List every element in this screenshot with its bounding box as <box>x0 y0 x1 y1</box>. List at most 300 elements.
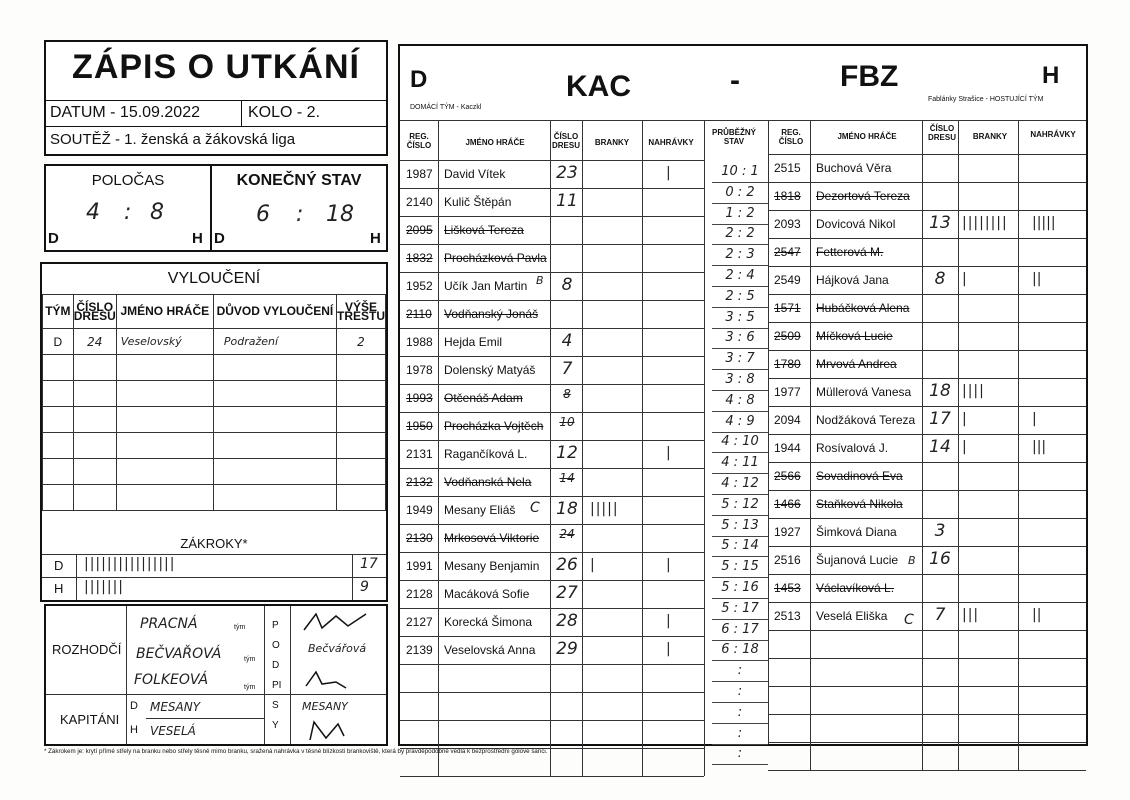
grid-line <box>768 490 1086 491</box>
away-col-name: JMÉNO HRÁČE <box>837 132 897 141</box>
home-player-reg: 1978 <box>406 363 433 377</box>
home-player-name: Mrkosová Viktorie <box>444 531 540 545</box>
score-entry: : <box>737 704 743 720</box>
away-player-name: Staňková Nikola <box>816 497 903 511</box>
home-player-number: 7 <box>561 359 573 379</box>
home-player-reg: 1950 <box>406 419 433 433</box>
score-entry: 2 : 3 <box>725 247 755 263</box>
score-entry: 6 : 18 <box>721 642 759 658</box>
home-player-name: Vodňanský Jonáš <box>444 307 539 321</box>
captains-label: KAPITÁNI <box>60 712 120 727</box>
grid-line <box>810 120 811 770</box>
away-player-name: Dezortová Tereza <box>816 189 910 203</box>
grid-line <box>712 224 768 225</box>
away-player-name: Šimková Diana <box>816 525 897 539</box>
grid-line <box>712 473 768 474</box>
grid-line <box>400 468 704 469</box>
score-entry: 3 : 6 <box>725 330 755 346</box>
referees-label: ROZHODČÍ <box>52 642 122 657</box>
grid-line <box>400 412 704 413</box>
home-player-name: Dolenský Matyáš <box>444 363 536 377</box>
grid-line <box>712 660 768 661</box>
away-player-reg: 2509 <box>774 329 801 343</box>
away-player-name: Veselá Eliška <box>816 609 888 623</box>
away-player-name: Václavíková L. <box>816 581 895 595</box>
round-label: KOLO - 2. <box>248 104 321 121</box>
grid-line <box>704 120 705 776</box>
grid-line <box>768 322 1086 323</box>
signature-scribble-3 <box>296 718 386 744</box>
grid-line <box>712 265 768 266</box>
signature-scribble <box>296 608 386 638</box>
away-player-reg: 1780 <box>774 357 801 371</box>
grid-line <box>550 120 551 776</box>
away-player-assists: ||| <box>1032 439 1047 455</box>
grid-line <box>400 580 704 581</box>
grid-line <box>712 203 768 204</box>
home-player-number: 4 <box>561 331 573 351</box>
halftime-home: 4 <box>86 200 100 225</box>
grid-line <box>768 574 1086 575</box>
score-entry: 0 : 2 <box>725 184 755 200</box>
exclusion-player: Veselovský <box>116 329 213 355</box>
grid-line <box>768 546 1086 547</box>
away-player-assists: ||||| <box>1032 215 1056 231</box>
grid-line <box>712 307 768 308</box>
final-d: D <box>214 230 225 247</box>
halftime-h: H <box>192 230 203 247</box>
home-player-reg: 2110 <box>406 307 432 321</box>
grid-line <box>400 216 704 217</box>
grid-line <box>400 692 704 693</box>
grid-line <box>712 702 768 703</box>
away-col-goals: BRANKY <box>972 132 1008 141</box>
score-entry: 2 : 4 <box>725 268 755 283</box>
home-player-number: 18 <box>556 499 578 519</box>
away-player-number: 14 <box>929 437 951 457</box>
halftime-label: POLOČAS <box>91 172 165 189</box>
away-player-goals: | <box>962 439 968 455</box>
grid-line <box>768 462 1086 463</box>
home-team-name: KAC <box>566 70 631 103</box>
home-player-reg: 1993 <box>406 391 433 405</box>
exclusions-header-row <box>43 295 386 329</box>
home-player-number: 8 <box>561 275 573 295</box>
score-entry: 3 : 5 <box>725 309 755 325</box>
home-c-mark: C <box>530 500 540 516</box>
col-reason: DŮVOD VYLOUČENÍ <box>213 295 336 329</box>
away-player-assists: || <box>1032 271 1042 287</box>
score-entry: 5 : 12 <box>721 496 759 512</box>
tym-label-2: tým <box>244 656 256 663</box>
away-player-reg: 2093 <box>774 217 801 231</box>
home-player-goals: ||||| <box>590 501 619 517</box>
away-team-name: FBZ <box>840 60 899 93</box>
away-player-reg: 1818 <box>774 189 801 203</box>
halftime-away: 8 <box>150 200 164 225</box>
grid-line <box>712 452 768 453</box>
home-player-number: 12 <box>556 443 578 463</box>
away-player-name: Hubáčková Alena <box>816 301 910 315</box>
footnote: * Zákrokem je: krytí přímé střely na branku nebo střely těsně mimo branku, sražená nahrávka v těsné blízkosti brankoviště, která by pravděpodobně vedla k bezprostřední gólové šanci. <box>44 748 548 755</box>
exclusion-minutes: 2 <box>336 329 385 355</box>
home-player-assists: | <box>666 613 671 629</box>
col-team: TÝM <box>43 295 74 329</box>
home-player-number: 14 <box>559 471 575 485</box>
home-col-reg: REG. ČÍSLO <box>406 132 432 150</box>
score-entry: 1 : 2 <box>725 205 755 221</box>
away-player-goals: |||||||| <box>962 215 1008 231</box>
exclusions-title: VYLOUČENÍ <box>167 270 261 287</box>
home-player-number: 23 <box>556 163 578 183</box>
home-player-name: Macáková Sofie <box>444 587 530 601</box>
home-player-reg: 2095 <box>406 223 433 237</box>
grid-line <box>768 294 1086 295</box>
away-player-name: Rosívalová J. <box>816 441 889 455</box>
grid-line <box>712 286 768 287</box>
home-player-assists: | <box>666 557 671 573</box>
grid-line <box>768 238 1086 239</box>
captain-d-signature: MESANY <box>302 700 348 713</box>
away-player-goals: ||| <box>962 607 980 623</box>
grid-line <box>1018 120 1019 770</box>
home-player-reg: 1952 <box>406 279 433 293</box>
signature-scribble-2 <box>296 668 386 694</box>
away-player-name: Hájková Jana <box>816 273 889 287</box>
away-player-assists: || <box>1032 607 1042 623</box>
grid-line <box>712 764 768 765</box>
grid-line <box>712 723 768 724</box>
home-player-reg: 1991 <box>406 559 433 573</box>
grid-line <box>712 619 768 620</box>
home-player-reg: 2128 <box>406 587 433 601</box>
away-player-assists: | <box>1032 411 1037 427</box>
score-entry: : <box>737 746 743 762</box>
grid-line <box>712 536 768 537</box>
away-player-reg: 2549 <box>774 273 801 287</box>
grid-line <box>712 515 768 516</box>
home-col-name: JMÉNO HRÁČE <box>465 138 525 147</box>
home-player-number: 29 <box>556 639 578 659</box>
grid-line <box>768 518 1086 519</box>
away-player-number: 18 <box>929 381 951 401</box>
match-sheet <box>398 44 1088 762</box>
score-entry: 5 : 14 <box>721 538 759 554</box>
captain-d-label: D <box>130 700 138 712</box>
grid-line <box>400 328 704 329</box>
away-player-reg: 2513 <box>774 609 801 623</box>
away-player-reg: 2515 <box>774 161 801 175</box>
referee-3: FOLKEOVÁ <box>134 672 209 688</box>
podpisy-label: PODPISY <box>272 620 282 731</box>
home-player-assists: | <box>666 641 671 657</box>
score-entry: 4 : 8 <box>725 392 755 408</box>
away-col-reg: REG. ČÍSLO <box>778 128 804 146</box>
score-entry: 5 : 13 <box>721 517 759 533</box>
grid-line <box>400 720 704 721</box>
grid-line <box>712 244 768 245</box>
score-entry: : <box>737 663 743 679</box>
away-player-reg: 2516 <box>774 553 801 567</box>
score-entry: 2 : 2 <box>725 226 755 242</box>
captain-h-label: H <box>130 724 138 736</box>
grid-line <box>400 272 704 273</box>
away-player-reg: 1977 <box>774 385 801 399</box>
score-entry: 4 : 10 <box>721 434 759 450</box>
home-player-name: Korecká Šimona <box>444 615 533 629</box>
score-entry: 6 : 17 <box>721 621 759 637</box>
saves-away-total: 9 <box>360 579 369 595</box>
grid-line <box>712 390 768 391</box>
away-player-goals: | <box>962 411 968 427</box>
grid-line <box>712 598 768 599</box>
grid-line <box>768 630 1086 631</box>
grid-line <box>768 686 1086 687</box>
exclusion-reason: Podražení <box>213 329 336 355</box>
col-minutes: VÝŠE TRESTU <box>336 295 385 329</box>
home-player-name: David Vítek <box>444 167 506 181</box>
grid-line <box>768 350 1086 351</box>
grid-line <box>712 411 768 412</box>
grid-line <box>768 602 1086 603</box>
away-player-number: 17 <box>929 409 951 429</box>
grid-line <box>400 524 704 525</box>
home-player-name: Lišková Tereza <box>444 223 524 237</box>
score-entry: 5 : 16 <box>721 580 759 595</box>
team-dash: - <box>730 64 740 97</box>
score-entry: 2 : 5 <box>725 288 755 304</box>
home-player-name: Procházková Pavla <box>444 251 547 265</box>
final-h: H <box>370 230 381 247</box>
away-letter: H <box>1042 62 1060 89</box>
exclusion-row <box>43 329 386 355</box>
home-player-name: Vodňanská Nela <box>444 475 532 489</box>
home-player-reg: 2130 <box>406 531 433 545</box>
away-player-reg: 2566 <box>774 469 801 483</box>
home-player-number: 10 <box>559 415 575 429</box>
away-player-name: Buchová Věra <box>816 161 892 175</box>
away-player-reg: 1453 <box>774 581 801 595</box>
home-player-reg: 2139 <box>406 643 433 657</box>
grid-line <box>768 714 1086 715</box>
grid-line <box>768 120 769 744</box>
referee-1: PRACNÁ <box>140 616 198 632</box>
home-col-assists: NAHRÁVKY <box>648 138 694 147</box>
score-entry: 3 : 7 <box>725 351 755 367</box>
match-date: DATUM - 15.09.2022 <box>50 104 200 121</box>
away-player-name: Sovadinová Eva <box>816 469 903 483</box>
score-entry: 5 : 17 <box>721 600 759 616</box>
away-player-number: 13 <box>929 213 951 233</box>
saves-h: H <box>54 581 64 596</box>
away-player-reg: 1944 <box>774 441 801 455</box>
away-player-reg: 2547 <box>774 245 801 259</box>
grid-line <box>712 556 768 557</box>
home-player-reg: 1988 <box>406 335 433 349</box>
captain-h-name: VESELÁ <box>150 724 196 738</box>
away-note: Fablánky Strašice - HOSTUJÍCÍ TÝM <box>928 96 1044 103</box>
home-player-number: 11 <box>556 191 578 211</box>
exclusion-team: D <box>43 329 74 355</box>
final-label: KONEČNÝ STAV <box>236 172 362 189</box>
home-note: DOMÁCÍ TÝM - Kaczkl <box>410 104 482 111</box>
away-player-name: Fetterová M. <box>816 245 884 259</box>
score-entry: 4 : 9 <box>725 413 755 429</box>
grid-line <box>438 120 439 776</box>
home-letter: D <box>410 66 428 93</box>
grid-line <box>400 776 704 777</box>
grid-line <box>712 182 768 183</box>
grid-line <box>768 266 1086 267</box>
away-player-name: Nodžáková Tereza <box>816 413 916 427</box>
grid-line <box>400 664 704 665</box>
away-player-goals: | <box>962 271 968 287</box>
grid-line <box>400 160 704 161</box>
home-player-name: Učík Jan Martin <box>444 279 528 293</box>
away-b-mark: B <box>908 554 916 567</box>
score-box: POLOČAS 4 : 8 D H KONEČNÝ STAV 6 : 18 D H <box>44 164 388 252</box>
col-player: JMÉNO HRÁČE <box>116 295 213 329</box>
away-player-number: 7 <box>934 605 946 625</box>
competition-label: SOUTĚŽ - 1. ženská a žákovská liga <box>50 131 296 148</box>
title-box <box>44 40 388 156</box>
home-player-name: Hejda Emil <box>444 335 503 349</box>
grid-line <box>712 494 768 495</box>
grid-line <box>400 356 704 357</box>
home-col-num: ČÍSLO DRESU <box>551 132 580 150</box>
grid-line <box>768 210 1086 211</box>
referee-2: BEČVAŘOVÁ <box>136 646 222 662</box>
grid-line <box>400 748 704 749</box>
home-player-assists: | <box>666 165 671 181</box>
grid-line <box>768 434 1086 435</box>
score-entry: : <box>737 725 743 741</box>
score-entry: 3 : 8 <box>725 372 755 387</box>
home-player-number: 28 <box>556 611 578 631</box>
grid-line <box>712 744 768 745</box>
final-away: 18 <box>326 202 354 227</box>
grid-line <box>712 640 768 641</box>
home-player-number: 27 <box>556 583 578 603</box>
away-c-mark: C <box>904 612 914 628</box>
exclusion-number: 24 <box>73 329 116 355</box>
home-player-number: 26 <box>556 555 578 575</box>
grid-line <box>582 120 583 776</box>
home-player-reg: 1949 <box>406 503 433 517</box>
away-player-number: 8 <box>934 269 946 289</box>
home-player-reg: 2132 <box>406 475 433 489</box>
grid-line <box>712 681 768 682</box>
away-col-num: ČÍSLO DRESU <box>927 124 956 142</box>
home-player-goals: | <box>590 557 596 573</box>
home-player-name: Ragančíková L. <box>444 447 528 461</box>
home-col-goals: BRANKY <box>594 138 630 147</box>
grid-line <box>400 300 704 301</box>
grid-line <box>400 608 704 609</box>
home-player-reg: 2131 <box>406 447 433 461</box>
saves-home-total: 17 <box>360 556 378 572</box>
grid-line <box>400 636 704 637</box>
grid-line <box>400 384 704 385</box>
grid-line <box>642 120 643 776</box>
grid-line <box>922 120 923 770</box>
away-player-goals: |||| <box>962 383 985 399</box>
home-player-number: 8 <box>563 387 571 401</box>
grid-line <box>768 742 1086 743</box>
col-score: PRŮBĚŽNÝ STAV <box>711 128 756 146</box>
away-player-name: Dovicová Nikol <box>816 217 896 231</box>
grid-line <box>768 182 1086 183</box>
grid-line <box>768 406 1086 407</box>
grid-line <box>712 432 768 433</box>
home-player-name: Kulič Štěpán <box>444 195 512 209</box>
away-player-number: 3 <box>934 521 946 541</box>
home-player-reg: 2127 <box>406 615 433 629</box>
home-player-name: Otčenáš Adam <box>444 391 523 405</box>
score-entry: : <box>737 684 743 699</box>
home-player-reg: 1987 <box>406 167 433 181</box>
grid-line <box>400 552 704 553</box>
halftime-d: D <box>48 230 59 247</box>
grid-line <box>958 120 959 770</box>
home-player-name: Veselovská Anna <box>444 643 536 657</box>
score-entry: 10 : 1 <box>721 164 759 179</box>
grid-line <box>768 770 1086 771</box>
away-player-name: Šujanová Lucie <box>816 553 899 567</box>
page-title: ZÁPIS O UTKÁNÍ <box>72 48 360 86</box>
saves-home-tally: |||||||||||||||| <box>84 556 176 572</box>
captain-d-name: MESANY <box>150 700 201 714</box>
home-player-name: Procházka Vojtěch <box>444 419 544 433</box>
home-b-mark: B <box>536 274 544 287</box>
grid-line <box>712 369 768 370</box>
grid-line <box>712 348 768 349</box>
away-player-reg: 2094 <box>774 413 801 427</box>
grid-line <box>768 154 1086 155</box>
grid-line <box>400 496 704 497</box>
final-home: 6 <box>256 202 270 227</box>
home-player-name: Mesany Eliáš <box>444 503 516 517</box>
home-player-reg: 2140 <box>406 195 433 209</box>
saves-away-tally: ||||||| <box>84 579 125 595</box>
away-player-name: Mrvová Andrea <box>816 357 897 371</box>
tym-label-3: tým <box>244 684 256 691</box>
grid-line <box>768 658 1086 659</box>
grid-line <box>712 577 768 578</box>
grid-line <box>400 188 704 189</box>
grid-line <box>768 378 1086 379</box>
away-player-name: Müllerová Vanesa <box>816 385 912 399</box>
home-player-name: Mesany Benjamin <box>444 559 540 573</box>
home-player-reg: 1832 <box>406 251 433 265</box>
away-player-reg: 1571 <box>774 301 801 315</box>
grid-line <box>712 328 768 329</box>
away-player-name: Míčková Lucie <box>816 329 893 343</box>
away-col-assists: NAHRÁVKY <box>1030 130 1076 139</box>
grid-line <box>400 244 704 245</box>
exclusions-box <box>40 262 388 602</box>
score-entry: 4 : 12 <box>721 476 759 491</box>
home-player-number: 24 <box>559 527 575 541</box>
grid-line <box>400 440 704 441</box>
officials-box <box>44 604 388 746</box>
away-player-reg: 1466 <box>774 497 801 511</box>
col-number: ČÍSLO DRESU <box>73 295 116 329</box>
score-entry: 4 : 11 <box>721 455 759 471</box>
away-player-number: 16 <box>929 549 951 569</box>
referee-signature: Bečvářová <box>308 642 367 655</box>
home-player-assists: | <box>666 445 671 461</box>
